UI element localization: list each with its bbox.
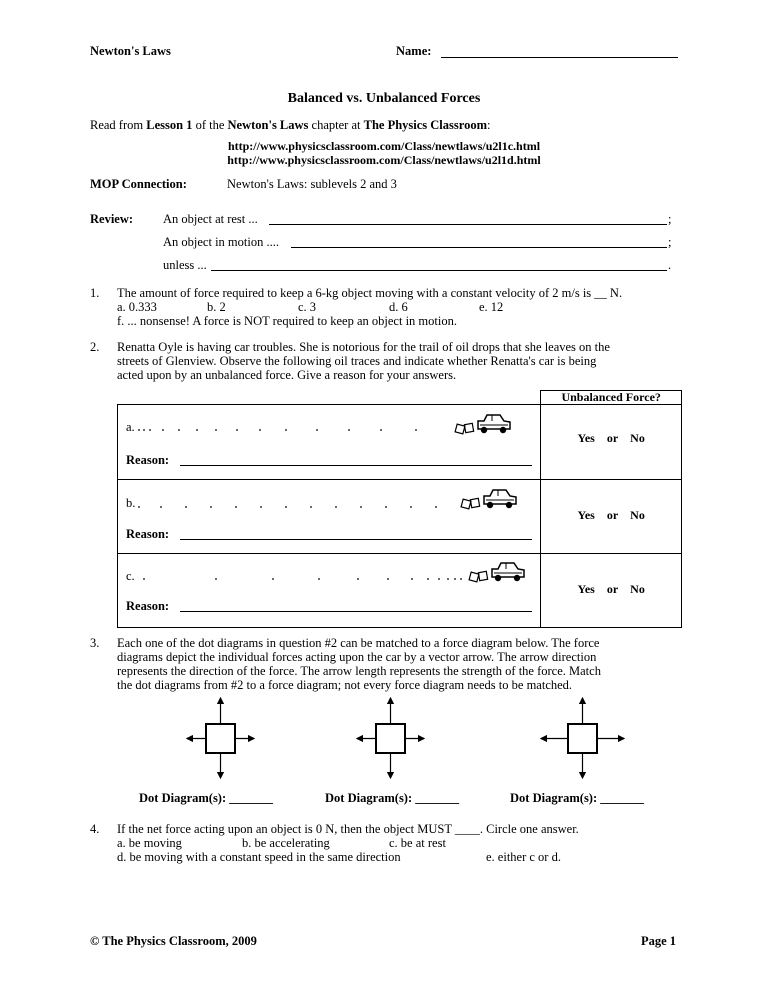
- header-subject: Newton's Laws: [90, 44, 171, 58]
- q3-line-1: Each one of the dot diagrams in question #2 can be matched to a force diagram below. The force: [117, 636, 600, 650]
- q1-option-a[interactable]: a. 0.333: [117, 300, 157, 314]
- row-a-reason-label: Reason:: [126, 453, 170, 467]
- row-c-reason-label: Reason:: [126, 599, 170, 613]
- q2-line-1: Renatta Oyle is having car troubles. She is notorious for the trail of oil drops that she leaves on the: [117, 340, 610, 354]
- footer-copyright: © The Physics Classroom, 2009: [90, 934, 257, 948]
- q4-option-e[interactable]: e. either c or d.: [486, 850, 561, 864]
- q4-option-c[interactable]: c. be at rest: [389, 836, 446, 850]
- row-c-label: c.: [126, 569, 135, 583]
- row-b-yes[interactable]: Yes: [577, 508, 595, 522]
- dot-diagram-c: [118, 554, 541, 628]
- row-b-no[interactable]: No: [630, 508, 645, 522]
- row-b-answer[interactable]: [541, 480, 682, 554]
- row-b-label: b.: [126, 496, 136, 510]
- force-diagram-1: [180, 692, 270, 782]
- q1-option-d[interactable]: d. 6: [389, 300, 408, 314]
- force-diagram-3: [534, 692, 634, 782]
- page-title: Balanced vs. Unbalanced Forces: [287, 91, 481, 106]
- row-a-label: a.: [126, 420, 135, 434]
- review-rest-end: ;: [668, 212, 672, 226]
- row-b-or: or: [606, 508, 619, 522]
- review-rest-blank[interactable]: [269, 224, 667, 225]
- row-a-yes[interactable]: Yes: [577, 431, 595, 445]
- q2-line-3: acted upon by an unbalanced force. Give a reason for your answers.: [117, 368, 457, 382]
- review-motion-blank[interactable]: [291, 247, 667, 248]
- q1-option-f[interactable]: f. ... nonsense! A force is NOT required to keep an object in motion.: [117, 314, 457, 328]
- review-unless-blank[interactable]: [211, 270, 667, 271]
- row-a-reason-blank[interactable]: [180, 465, 532, 466]
- row-a-answer[interactable]: [541, 405, 682, 480]
- review-label: Review:: [90, 212, 134, 226]
- review-item-rest: An object at rest ...: [163, 212, 258, 226]
- review-motion-end: ;: [668, 235, 672, 249]
- name-field-line[interactable]: [441, 57, 678, 58]
- car-icon: [460, 485, 520, 515]
- footer-page-number: Page 1: [641, 934, 677, 948]
- q4-option-d[interactable]: d. be moving with a constant speed in the same direction: [117, 850, 401, 864]
- force-diagram-2: [350, 692, 440, 782]
- dot-diagram-label-1[interactable]: Dot Diagram(s): _______: [139, 791, 274, 805]
- dot-diagram-label-3[interactable]: Dot Diagram(s): _______: [510, 791, 645, 805]
- q4-text: If the net force acting upon an object is 0 N, then the object MUST ____. Circle one answer.: [117, 822, 579, 836]
- q1-number: 1.: [90, 286, 100, 300]
- row-c-no[interactable]: No: [630, 582, 645, 596]
- q2-line-2: streets of Glenview. Observe the following oil traces and indicate whether Renatta's car is being: [117, 354, 597, 368]
- row-a-no[interactable]: No: [630, 431, 645, 445]
- row-a-or: or: [606, 431, 619, 445]
- q4-option-b[interactable]: b. be accelerating: [242, 836, 330, 850]
- car-icon: [468, 558, 528, 588]
- lesson-link-1[interactable]: http://www.physicsclassroom.com/Class/newtlaws/u2l1c.html: [227, 139, 541, 153]
- row-b-reason-label: Reason:: [126, 527, 170, 541]
- dot-diagram-label-2[interactable]: Dot Diagram(s): _______: [325, 791, 460, 805]
- car-icon: [454, 410, 514, 440]
- row-c-reason-blank[interactable]: [180, 611, 532, 612]
- row-c-or: or: [606, 582, 619, 596]
- name-label: Name:: [396, 44, 432, 58]
- mop-value: Newton's Laws: sublevels 2 and 3: [227, 177, 397, 191]
- review-item-motion: An object in motion ....: [163, 235, 279, 249]
- q2-number: 2.: [90, 340, 100, 354]
- intro-text: Read from Lesson 1 of the Newton's Laws chapter at The Physics Classroom:: [90, 118, 491, 132]
- row-c-answer[interactable]: [541, 554, 682, 628]
- q4-option-a[interactable]: a. be moving: [117, 836, 182, 850]
- mop-label: MOP Connection:: [90, 177, 187, 191]
- row-b-reason-blank[interactable]: [180, 539, 532, 540]
- dot-diagram-b: [118, 480, 541, 554]
- q1-text: The amount of force required to keep a 6-kg object moving with a constant velocity of 2 m/s is __ N.: [117, 286, 623, 300]
- review-item-unless: unless ...: [163, 258, 207, 272]
- q3-line-2: diagrams depict the individual forces acting upon the car by a vector arrow. The arrow direction: [117, 650, 597, 664]
- q1-option-e[interactable]: e. 12: [479, 300, 504, 314]
- q4-number: 4.: [90, 822, 100, 836]
- unbalanced-force-header: Unbalanced Force?: [541, 391, 682, 405]
- q3-number: 3.: [90, 636, 100, 650]
- dot-diagram-a: [118, 405, 541, 480]
- q3-line-4: the dot diagrams from #2 to a force diagram; not every force diagram needs to be matched.: [117, 678, 573, 692]
- q1-option-c[interactable]: c. 3: [298, 300, 317, 314]
- q1-option-b[interactable]: b. 2: [207, 300, 226, 314]
- review-unless-end: .: [668, 258, 672, 272]
- row-c-yes[interactable]: Yes: [577, 582, 595, 596]
- oil-trace-table: [117, 390, 682, 628]
- lesson-link-2[interactable]: http://www.physicsclassroom.com/Class/newtlaws/u2l1d.html: [227, 153, 541, 167]
- q3-line-3: represents the direction of the force. The arrow length represents the strength of the force. Match: [117, 664, 601, 678]
